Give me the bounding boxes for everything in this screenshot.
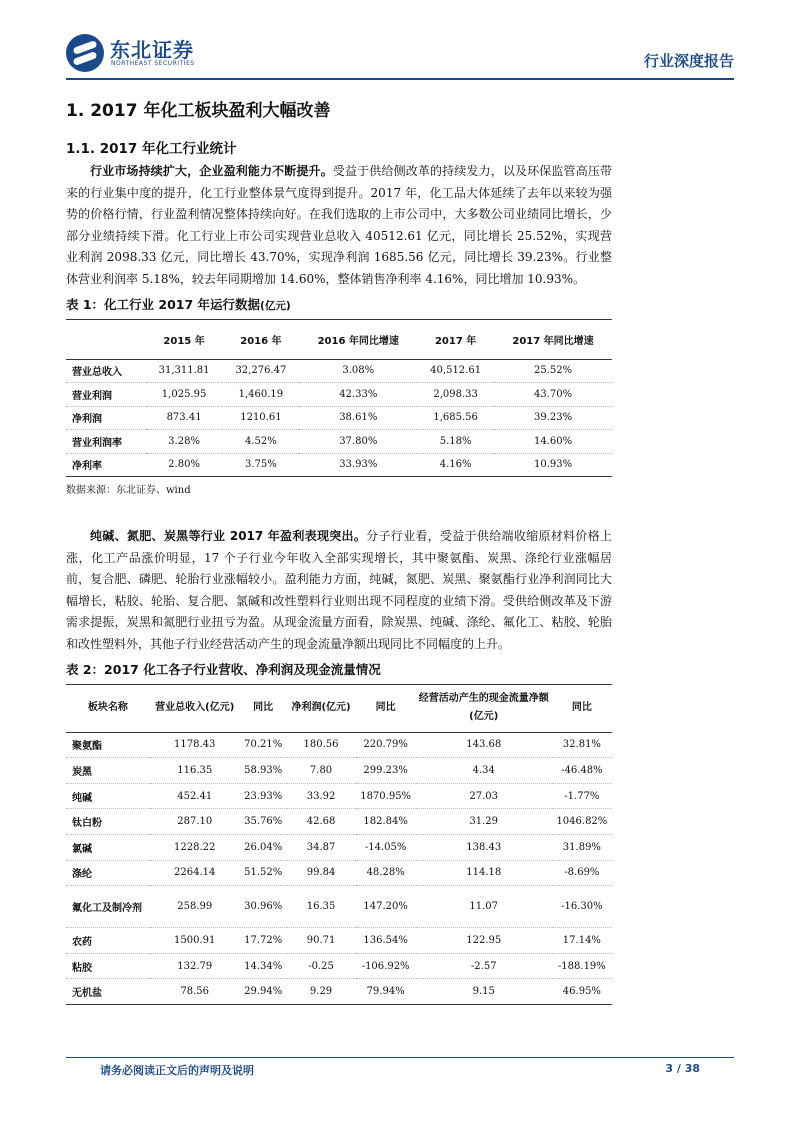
table-header-cell: 2017 年	[417, 319, 494, 359]
row-label: 氟化工及制冷剂	[66, 886, 150, 928]
subsection-heading: 1.1. 2017 年化工行业统计	[66, 141, 237, 157]
subsector-table	[66, 684, 612, 1005]
row-label: 氯碱	[66, 835, 150, 861]
paragraph-industry-stats	[66, 161, 612, 291]
paragraph-lead: 纯碱、氮肥、炭黑等行业 2017 年盈利表现突出。	[90, 529, 367, 544]
paragraph-lead: 行业市场持续扩大，企业盈利能力不断提升。	[90, 164, 333, 178]
table-cell: 1210.61	[222, 406, 299, 430]
table-cell: 34.87	[287, 835, 356, 861]
table-header-cell: 同比	[552, 684, 612, 732]
table-header-cell: 2016 年同比增速	[299, 319, 417, 359]
table-cell: 2,098.33	[417, 383, 494, 407]
table-cell: 1500.91	[150, 928, 240, 954]
table-cell: 27.03	[416, 783, 552, 809]
table-cell: 46.95%	[552, 979, 612, 1005]
table-cell: -1.77%	[552, 783, 612, 809]
table-cell: 26.04%	[240, 835, 287, 861]
table-cell: 9.15	[416, 979, 552, 1005]
table-cell: -0.25	[287, 953, 356, 979]
table1-caption	[66, 295, 612, 313]
table1-caption-text: 表 1：化工行业 2017 年运行数据	[66, 296, 261, 312]
table-header-cell: 2016 年	[222, 319, 299, 359]
table-cell: 122.95	[416, 928, 552, 954]
table-cell: 7.80	[287, 758, 356, 784]
table-cell: 258.99	[150, 886, 240, 928]
table-cell: -16.30%	[552, 886, 612, 928]
table-header-row	[66, 319, 612, 359]
data-source: 数据来源：东北证券、wind	[66, 485, 191, 497]
table-cell: 99.84	[287, 860, 356, 886]
table-cell: 43.70%	[494, 383, 612, 407]
table-cell: 132.79	[150, 953, 240, 979]
logo-cn-text: 东北证券	[110, 38, 194, 62]
table-cell: 32.81%	[552, 732, 612, 758]
company-logo	[66, 30, 266, 74]
table-cell: 23.93%	[240, 783, 287, 809]
table-cell: 25.52%	[494, 359, 612, 383]
row-label: 粘胶	[66, 953, 150, 979]
table-cell: 299.23%	[356, 758, 416, 784]
section-heading: 1. 2017 年化工板块盈利大幅改善	[66, 101, 331, 121]
table-cell: -8.69%	[552, 860, 612, 886]
table-cell: 35.76%	[240, 809, 287, 835]
row-label: 净利率	[66, 453, 146, 477]
row-label: 钛白粉	[66, 809, 150, 835]
table-cell: 3.28%	[146, 430, 223, 454]
table-cell: 1228.22	[150, 835, 240, 861]
table-cell: 4.52%	[222, 430, 299, 454]
table-cell: 9.29	[287, 979, 356, 1005]
table-row	[66, 835, 612, 861]
table-cell: -2.57	[416, 953, 552, 979]
table-row	[66, 383, 612, 407]
row-label: 聚氨酯	[66, 732, 150, 758]
table-header-cell: 2015 年	[146, 319, 223, 359]
table-cell: 1,025.95	[146, 383, 223, 407]
industry-data-table	[66, 319, 612, 478]
row-label: 炭黑	[66, 758, 150, 784]
table-cell: 78.56	[150, 979, 240, 1005]
table-cell: 39.23%	[494, 406, 612, 430]
table-header-cell: 2017 年同比增速	[494, 319, 612, 359]
table-cell: 40,512.61	[417, 359, 494, 383]
table-cell: 1,460.19	[222, 383, 299, 407]
table-cell: 79.94%	[356, 979, 416, 1005]
table-cell: 3.75%	[222, 453, 299, 477]
table-row	[66, 359, 612, 383]
table-cell: 42.68	[287, 809, 356, 835]
footer-divider	[66, 1057, 734, 1058]
table-cell: 48.28%	[356, 860, 416, 886]
row-label: 纯碱	[66, 783, 150, 809]
row-label: 营业利润率	[66, 430, 146, 454]
row-label: 无机盐	[66, 979, 150, 1005]
table-cell: 1,685.56	[417, 406, 494, 430]
table-cell: 873.41	[146, 406, 223, 430]
row-label: 涤纶	[66, 860, 150, 886]
table-row	[66, 928, 612, 954]
main-content	[66, 96, 612, 1005]
table-row	[66, 886, 612, 928]
table-cell: 70.21%	[240, 732, 287, 758]
table-cell: 42.33%	[299, 383, 417, 407]
table-cell: 38.61%	[299, 406, 417, 430]
table-cell: -106.92%	[356, 953, 416, 979]
logo-mark-icon	[66, 34, 104, 72]
page-header	[66, 30, 734, 76]
table-header-cell: 同比	[356, 684, 416, 732]
paragraph-subsector	[66, 526, 612, 656]
table-row	[66, 406, 612, 430]
table-cell: 3.08%	[299, 359, 417, 383]
table-cell: 31.89%	[552, 835, 612, 861]
table-header-cell: 净利润(亿元)	[287, 684, 356, 732]
table-header-row	[66, 684, 612, 732]
table-cell: -14.05%	[356, 835, 416, 861]
table-cell: 114.18	[416, 860, 552, 886]
table-header-cell	[66, 319, 146, 359]
row-label: 营业利润	[66, 383, 146, 407]
table-cell: 58.93%	[240, 758, 287, 784]
table-cell: 1870.95%	[356, 783, 416, 809]
table-cell: -46.48%	[552, 758, 612, 784]
table-cell: 5.18%	[417, 430, 494, 454]
footer-disclaimer: 请务必阅读正文后的声明及说明	[100, 1064, 254, 1077]
table-cell: 17.72%	[240, 928, 287, 954]
table-cell: 14.60%	[494, 430, 612, 454]
table-header-cell: 同比	[240, 684, 287, 732]
table-cell: 17.14%	[552, 928, 612, 954]
header-divider	[66, 78, 734, 80]
table-row	[66, 453, 612, 477]
table-cell: 182.84%	[356, 809, 416, 835]
table-cell: 116.35	[150, 758, 240, 784]
paragraph-body: 分子行业看，受益于供给端收缩原材料价格上涨，化工产品涨价明显，17 个子行业今年收入全部实现增长，其中聚氨酯、炭黑、涤纶行业涨幅居前，复合肥、磷肥、轮胎行业涨幅较小。盈利能力方面，纯碱，氮肥、炭黑、聚氨酯行业净利润同比大幅增长，粘胶、轮胎、复合肥、氯碱和改性塑料行业则出现不同程度的业绩下滑。受供给侧改革及下游需求提振，炭黑和氮肥行业扭亏为盈。从现金流量方面看，除炭黑、纯碱、涤纶、氟化工、粘胶、轮胎和改性塑料外，其他子行业经营活动产生的现金流量净额出现同比不同幅度的上升。	[66, 529, 612, 652]
table-cell: 4.16%	[417, 453, 494, 477]
table2-caption: 表 2：2017 化工各子行业营收、净利润及现金流量情况	[66, 661, 381, 677]
table-cell: 138.43	[416, 835, 552, 861]
row-label: 净利润	[66, 406, 146, 430]
table-cell: 31,311.81	[146, 359, 223, 383]
table-cell: 147.20%	[356, 886, 416, 928]
page-number: 3 / 38	[665, 1062, 700, 1075]
table-cell: 10.93%	[494, 453, 612, 477]
table-cell: 30.96%	[240, 886, 287, 928]
table-cell: 136.54%	[356, 928, 416, 954]
table-cell: 31.29	[416, 809, 552, 835]
table-header-cell: 营业总收入(亿元)	[150, 684, 240, 732]
table-cell: 143.68	[416, 732, 552, 758]
table-cell: 32,276.47	[222, 359, 299, 383]
table-cell: 29.94%	[240, 979, 287, 1005]
table-cell: 37.80%	[299, 430, 417, 454]
paragraph-body: 受益于供给侧改革的持续发力，以及环保监管高压带来的行业集中度的提升，化工行业整体景气度得到提升。2017 年，化工品大体延续了去年以来较为强势的价格行情，行业盈利情况整体持续向好。在我们选取的上市公司中，大多数公司业绩同比增长，少部分业绩持续下滑。化工行业上市公司实现营业总收入 40512.61 亿元，同比增长 25.52%，实现营业利润 2098.33 亿元，同比增长 43.70%，实现净利润 1685.56 亿元，同比增长 39.23%。行业整体营业利润率 5.18%，较去年同期增加 14.60%，整体销售净利率 4.16%，同比增加 10.93%。	[66, 164, 612, 286]
table-cell: 2264.14	[150, 860, 240, 886]
logo-en-text: NORTHEAST SECURITIES	[111, 60, 195, 67]
table-cell: 180.56	[287, 732, 356, 758]
table-cell: 51.52%	[240, 860, 287, 886]
table-row	[66, 979, 612, 1005]
table-cell: 4.34	[416, 758, 552, 784]
table-row	[66, 783, 612, 809]
table-cell: 452.41	[150, 783, 240, 809]
table-cell: 33.93%	[299, 453, 417, 477]
table-row	[66, 758, 612, 784]
table-cell: 14.34%	[240, 953, 287, 979]
table-header-cell: 经营活动产生的现金流量净额(亿元)	[416, 684, 552, 732]
table-row	[66, 953, 612, 979]
table-cell: 220.79%	[356, 732, 416, 758]
table-cell: 1046.82%	[552, 809, 612, 835]
table-cell: -188.19%	[552, 953, 612, 979]
table-cell: 11.07	[416, 886, 552, 928]
table-row	[66, 732, 612, 758]
table1-unit: (亿元)	[260, 299, 291, 312]
table-cell: 1178.43	[150, 732, 240, 758]
row-label: 农药	[66, 928, 150, 954]
table-cell: 2.80%	[146, 453, 223, 477]
table-row	[66, 809, 612, 835]
table-row	[66, 430, 612, 454]
table-cell: 287.10	[150, 809, 240, 835]
table-row	[66, 860, 612, 886]
report-type: 行业深度报告	[643, 52, 734, 70]
row-label: 营业总收入	[66, 359, 146, 383]
table-cell: 33.92	[287, 783, 356, 809]
table-cell: 16.35	[287, 886, 356, 928]
table-header-cell: 板块名称	[66, 684, 150, 732]
table-cell: 90.71	[287, 928, 356, 954]
